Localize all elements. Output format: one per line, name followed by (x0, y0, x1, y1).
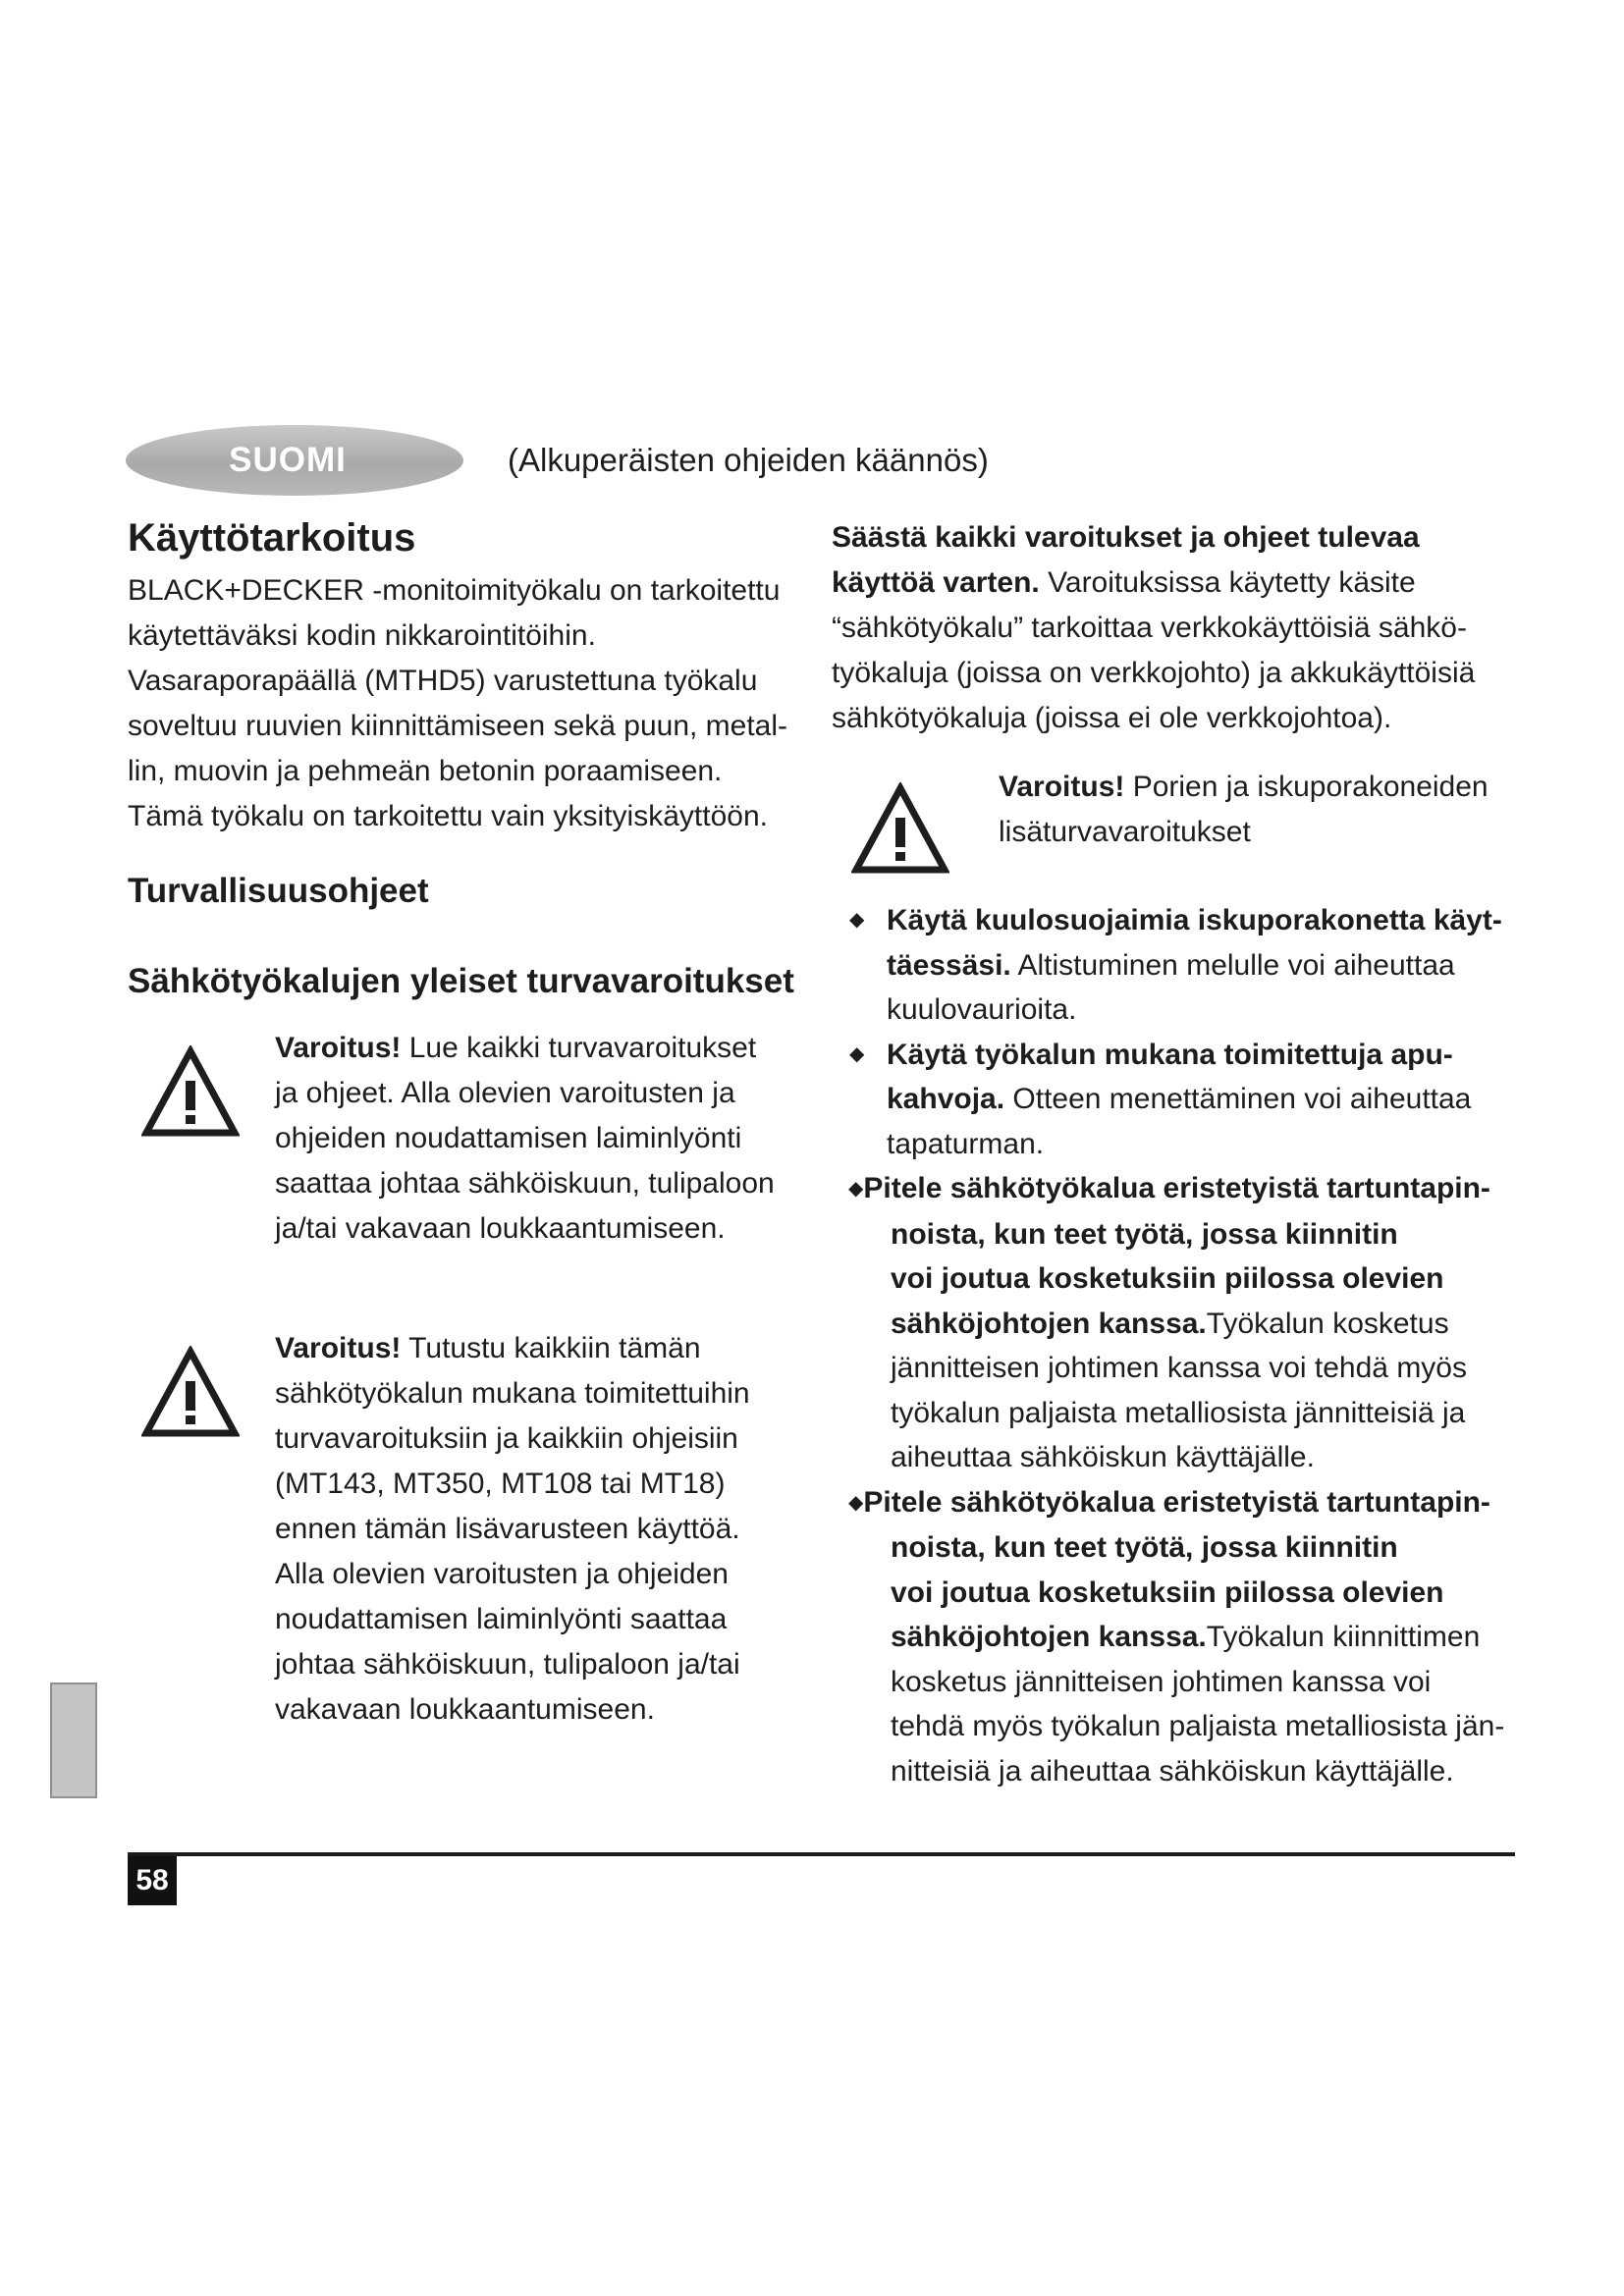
warning-drills: Varoitus! Porien ja iskuporakoneiden lisäturvavaroitukset (832, 765, 1514, 855)
list-item: ◆Pitele sähkötyökalua eristetyistä tartuntapin- noista, kun teet työtä, jossa kiinnitin voi joutua kosketuksiin piilossa olevien sähköjohtojen kanssa.Työkalun kosketus jännitteisen johtimen kanssa voi tehdä myös työkalun paljaista metalliosista jännitteisiä ja aiheuttaa sähköiskun käyttäjälle. (848, 1172, 1490, 1473)
warning-label: Varoitus! (275, 1332, 402, 1364)
warning-label: Varoitus! (275, 1032, 402, 1064)
diamond-bullet-icon: ◆ (848, 1491, 864, 1514)
language-label: SUOMI (229, 441, 347, 479)
warning-triangle-icon (141, 1346, 240, 1439)
left-column (128, 513, 815, 1733)
section-side-tab (50, 1682, 97, 1798)
diamond-bullet-icon: ◆ (848, 1178, 864, 1200)
list-item: ◆ Käytä kuulosuojaimia iskuporakonetta käyt- täessäsi. Altistuminen melulle voi aiheuttaa kuulovaurioita. (832, 898, 1514, 1033)
drill-safety-list (832, 898, 1514, 1793)
translation-note: (Alkuperäisten ohjeiden käännös) (508, 442, 989, 478)
intended-use-text: BLACK+DECKER -monitoimityökalu on tarkoitettu käytettäväksi kodin nikkarointitöihin. Vasaraporapäällä (MTHD5) varustettuna työkalu soveltuu ruuvien kiinnittämiseen sekä puun, metal- lin, muovin ja pehmeän betonin poraamiseen. Tämä työkalu on tarkoitettu vain yksityiskäyttöön. (128, 574, 788, 832)
footer-rule (128, 1852, 1515, 1856)
general-warnings-heading: Sähkötyökalujen yleiset turvavaroitukset (128, 962, 794, 1000)
list-item: ◆Pitele sähkötyökalua eristetyistä tartuntapin- noista, kun teet työtä, jossa kiinnitin voi joutua kosketuksiin piilossa olevien sähköjohtojen kanssa.Työkalun kiinnittimen kosketus jännitteisen johtimen kanssa voi tehdä myös työkalun paljaista metalliosista jän- nitteisiä ja aiheuttaa sähköiskun käyttäjälle. (848, 1485, 1505, 1788)
warning-triangle-icon (141, 1045, 240, 1139)
warning-accessory: Varoitus! Tutustu kaikkiin tämän sähkötyökalun mukana toimitettuihin turvavaroituksiin ja kaikkiin ohjeisiin (MT143, MT350, MT108 tai MT18) ennen tämän lisävarusteen käyttöä. Alla olevien varoitusten ja ohjeiden noudattamisen laiminlyönti saattaa johtaa sähköiskuun, tulipaloon ja/tai vakavaan loukkaantumiseen. (128, 1326, 815, 1733)
right-column (832, 515, 1514, 1793)
save-instructions: Säästä kaikki varoitukset ja ohjeet tulevaa käyttöä varten. Varoituksissa käytetty käsite “sähkötyökalu” tarkoittaa verkkokäyttöisiä sähkö- työkaluja (joissa on verkkojohto) ja akkukäyttöisiä sähkötyökaluja (joissa ei ole verkkojohtoa). (832, 521, 1476, 734)
diamond-bullet-icon: ◆ (849, 1042, 865, 1065)
warning-read-all: Varoitus! Lue kaikki turvavaroitukset ja ohjeet. Alla olevien varoitusten ja ohjeiden noudattamisen laiminlyönti saattaa johtaa sähköiskuun, tulipaloon ja/tai vakavaan loukkaantumiseen. (128, 1026, 815, 1252)
diamond-bullet-icon: ◆ (849, 909, 865, 931)
warning-label: Varoitus! (999, 771, 1125, 803)
page-number: 58 (128, 1856, 177, 1905)
safety-heading: Turvallisuusohjeet (128, 872, 429, 910)
warning-triangle-icon (851, 782, 949, 876)
language-badge (126, 425, 463, 496)
list-item: ◆ Käytä työkalun mukana toimitettuja apu- kahvoja. Otteen menettäminen voi aiheuttaa tapaturman. (832, 1033, 1514, 1167)
intended-use-heading: Käyttötarkoitus (128, 516, 416, 560)
